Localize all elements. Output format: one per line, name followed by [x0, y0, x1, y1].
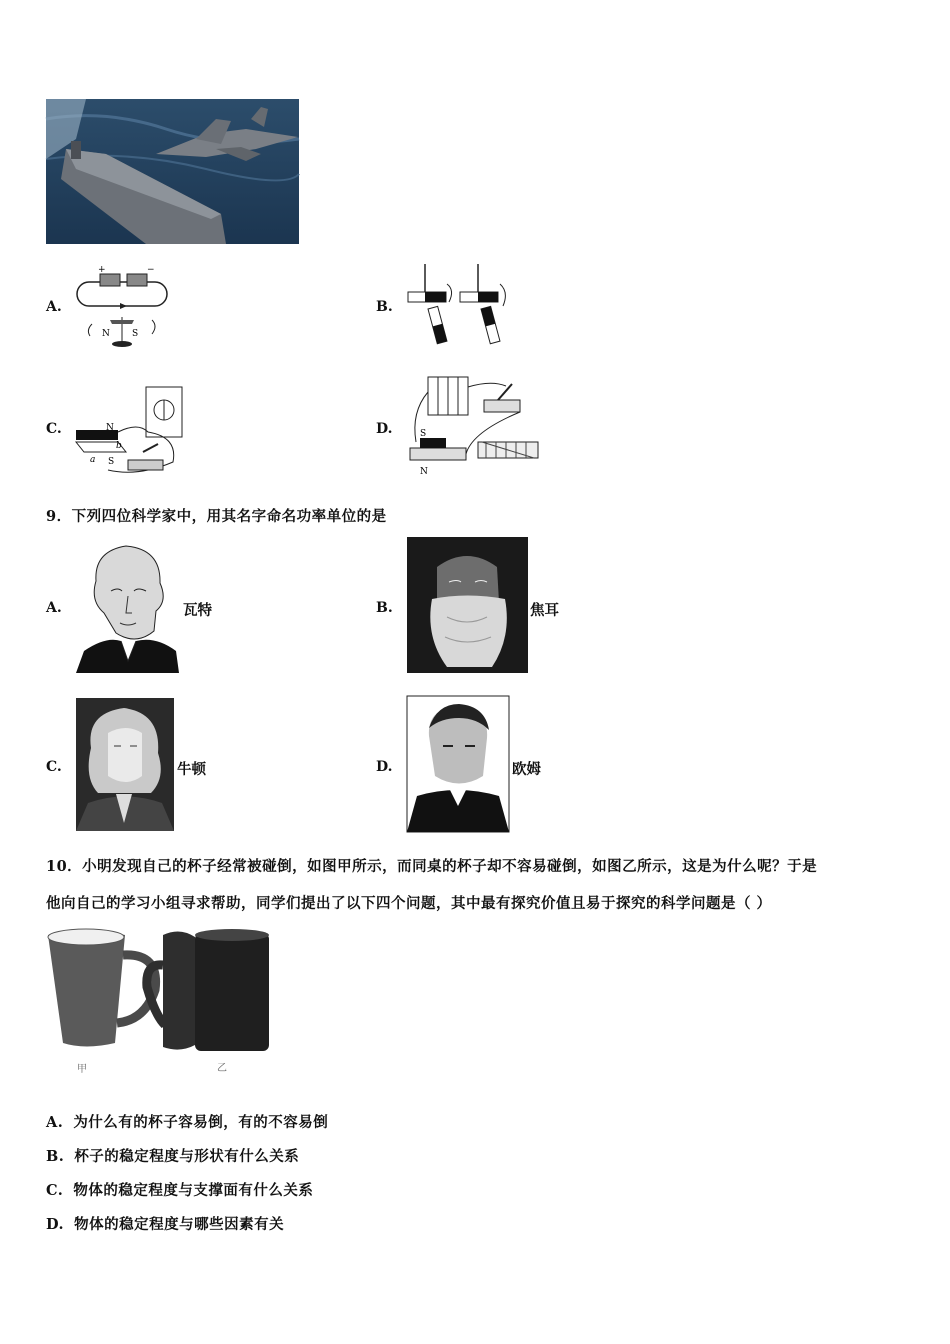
answer-option — [46, 1145, 299, 1166]
option-letter: A. — [46, 600, 62, 616]
svg-text:S: S — [108, 457, 115, 467]
question-9-text: 9．下列四位科学家中，用其名字命名功率单位的是 — [46, 508, 387, 525]
option-text: 物体的稳定程度与支撑面有什么关系 — [73, 1182, 314, 1199]
option-letter: D. — [376, 421, 393, 437]
option-letter: D. — [46, 1216, 65, 1233]
current-wire-compass-diagram — [72, 262, 172, 352]
option-letter: C. — [46, 421, 62, 437]
option-letter: B. — [46, 1148, 65, 1165]
scientist-name: 欧姆 — [512, 761, 541, 778]
svg-text:b: b — [116, 441, 122, 451]
svg-text:N: N — [102, 329, 110, 339]
option-letter: A. — [46, 1114, 64, 1131]
svg-text:−: − — [147, 265, 155, 275]
scientist-name: 焦耳 — [530, 602, 559, 619]
option-letter: D. — [376, 759, 393, 775]
magnet-deflection-diagram — [403, 262, 523, 352]
answer-option — [46, 1213, 284, 1234]
aircraft-carrier-photo — [46, 99, 299, 244]
svg-text:a: a — [90, 455, 96, 465]
svg-text:+: + — [98, 265, 106, 275]
question-10-line2: 他向自己的学习小组寻求帮助，同学们提出了以下四个问题，其中最有探究价值且易于探究的科学问题是（ ） — [46, 895, 772, 912]
scientist-name: 瓦特 — [183, 602, 212, 619]
option-text: 物体的稳定程度与哪些因素有关 — [74, 1216, 285, 1233]
answer-option — [46, 1111, 328, 1132]
svg-text:N: N — [106, 423, 114, 433]
cups-photo — [45, 925, 275, 1080]
svg-text:S: S — [132, 329, 139, 339]
ohm-portrait — [407, 696, 509, 832]
option-letter: A. — [46, 299, 62, 315]
option-text: 为什么有的杯子容易倒，有的不容易倒 — [73, 1114, 329, 1131]
cup-label: 甲 — [77, 1064, 87, 1075]
newton-portrait — [76, 698, 174, 831]
generator-coil-diagram — [68, 382, 188, 482]
question-10-line1: 10．小明发现自己的杯子经常被碰倒，如图甲所示，而同桌的杯子却不容易碰倒，如图乙所示，这是为什么呢？于是 — [46, 858, 818, 875]
option-text: 杯子的稳定程度与形状有什么关系 — [74, 1148, 300, 1165]
svg-text:N: N — [420, 467, 428, 477]
option-letter: C. — [46, 1182, 64, 1199]
scientist-name: 牛顿 — [177, 761, 206, 778]
option-letter: B. — [376, 600, 393, 616]
motor-circuit-diagram — [406, 372, 546, 482]
joule-portrait — [407, 537, 528, 673]
svg-text:S: S — [420, 429, 427, 439]
cup-label: 乙 — [217, 1063, 227, 1074]
answer-option — [46, 1179, 313, 1200]
option-letter: C. — [46, 759, 62, 775]
watt-portrait — [76, 541, 179, 673]
option-letter: B. — [376, 299, 393, 315]
